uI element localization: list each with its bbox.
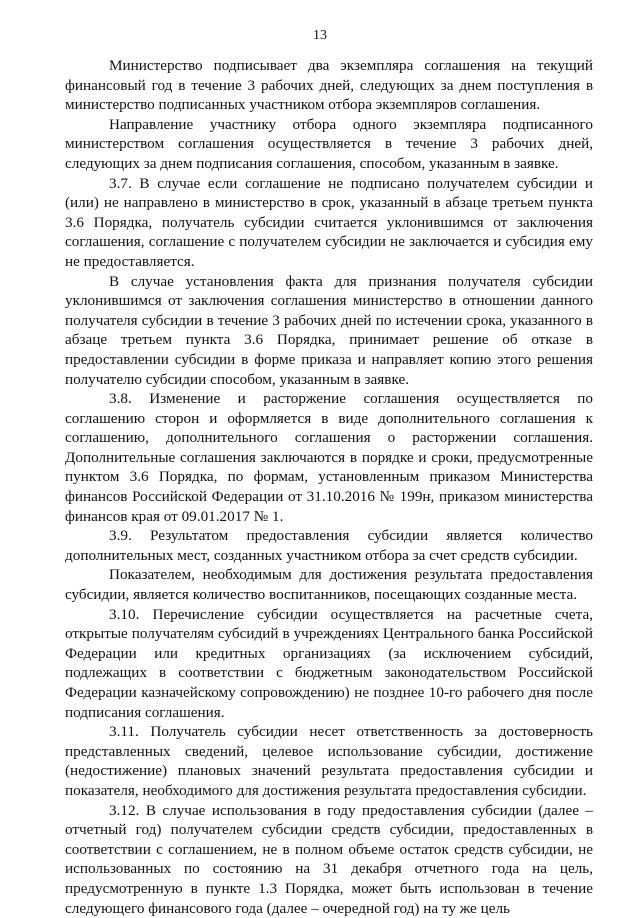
paragraph-indicator: Показателем, необходимым для достижения результата предоставления субсидии, является количество воспитанников, посещающих созданные места. [65,566,593,604]
paragraph-3-9: 3.9. Результатом предоставления субсидии является количество дополнительных мест, созданных участником отбора за счет средств субсидии. [65,527,593,564]
paragraph-3-8: 3.8. Изменение и расторжение соглашения осуществляется по соглашению сторон и оформляется в виде дополнительного соглашения к соглашению, дополнительного соглашения о расторжении соглашения. Дополнительные соглашения заключаются в порядке и сроки, предусмотренные пунктом 3.6 Порядка, по формам, установленным приказом Министерства финансов Российской Федерации от 31.10.2016 № 199н, приказом министерства финансов края от 09.01.2017 № 1. [65,390,593,525]
page-number: 13 [313,28,327,43]
document-body [65,56,593,918]
paragraph-3-12: 3.12. В случае использования в году предоставления субсидии (далее – отчетный год) получателем субсидии средств субсидии, предоставленных в соответствии с соглашением, не в полном объеме остаток средств субсидии, не использованных по состоянию на 31 декабря отчетного года на цель, предусмотренную в пункте 1.3 Порядка, может быть использован в течение следующего финансового года (далее – очередной год) на ту же цель [65,801,593,917]
paragraph-3-7: 3.7. В случае если соглашение не подписано получателем субсидии и (или) не направлено в министерство в срок, указанный в абзаце третьем пункта 3.6 Порядка, получатель субсидии считается уклонившимся от заключения соглашения, соглашение с получателем субсидии не заключается и субсидия ему не предоставляется. [65,174,593,270]
paragraph-3-11: 3.11. Получатель субсидии несет ответственность за достоверность представленных сведений, целевое использование субсидии, достижение (недостижение) плановых значений результата предоставления субсидии и показателя, необходимого для достижения результата предоставления субсидии. [65,723,593,799]
paragraph-refusal-decision: В случае установления факта для признания получателя субсидии уклонившимся от заключения соглашения министерство в отношении данного получателя субсидии в течение 3 рабочих дней по истечении срока, указанного в абзаце третьем пункта 3.6 Порядка, принимает решение об отказе в предоставлении субсидии в форме приказа и направляет копию этого решения получателю субсидии способом, указанным в заявке. [65,272,593,388]
paragraph-sending-copy: Направление участнику отбора одного экземпляра подписанного министерством соглашения осуществляется в течение 3 рабочих дней, следующих за днем подписания соглашения, способом, указанным в заявке. [65,115,593,172]
paragraph-signing-agreement: Министерство подписывает два экземпляра соглашения на текущий финансовый год в течение 3 рабочих дней, следующих за днем поступления в министерство подписанных участником отбора экземпляров соглашения. [65,57,593,114]
paragraph-3-10: 3.10. Перечисление субсидии осуществляется на расчетные счета, открытые получателям субсидий в учреждениях Центрального банка Российской Федерации или кредитных организациях (за исключением субсидий, подлежащих в соответствии с бюджетным законодательством Российской Федерации казначейскому сопровождению) не позднее 10-го рабочего дня после подписания соглашения. [65,605,593,721]
